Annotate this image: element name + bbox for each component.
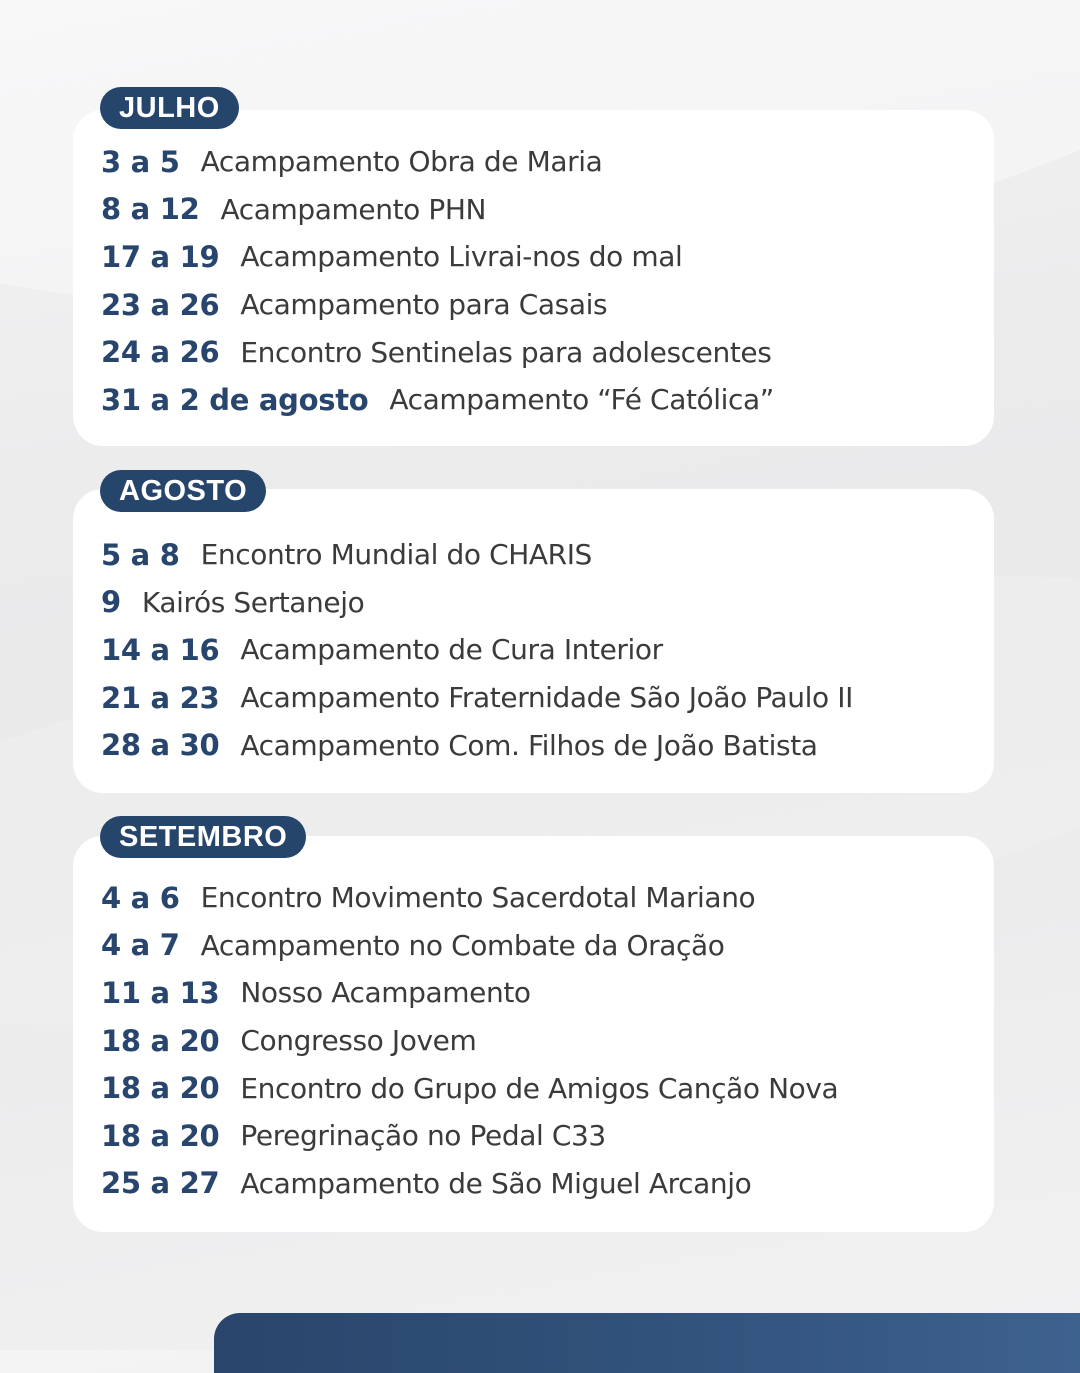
month-card-agosto: [73, 489, 994, 793]
event-row: [101, 579, 994, 627]
event-row: [101, 922, 994, 970]
event-title: Encontro Movimento Sacerdotal Mariano: [200, 881, 756, 915]
event-title: Acampamento PHN: [220, 192, 487, 226]
event-date: 5 a 8: [101, 537, 180, 572]
event-date: 18 a 20: [101, 1118, 220, 1153]
event-list: [73, 531, 994, 769]
event-title: Acampamento de Cura Interior: [240, 633, 663, 667]
event-row: [101, 626, 994, 674]
month-badge-setembro: SETEMBRO: [100, 816, 306, 858]
event-title: Acampamento Obra de Maria: [200, 145, 603, 179]
event-list: [73, 138, 994, 424]
event-title: Acampamento para Casais: [240, 288, 608, 322]
event-row: [101, 1017, 994, 1065]
event-row: [101, 281, 994, 329]
event-date: 23 a 26: [101, 287, 220, 322]
event-row: [101, 531, 994, 579]
event-list: [73, 874, 994, 1207]
event-title: Nosso Acampamento: [240, 976, 531, 1010]
event-date: 14 a 16: [101, 632, 220, 667]
event-date: 17 a 19: [101, 239, 220, 274]
event-date: 25 a 27: [101, 1166, 220, 1201]
event-title: Encontro do Grupo de Amigos Canção Nova: [240, 1071, 839, 1105]
event-row: [101, 721, 994, 769]
event-date: 24 a 26: [101, 335, 220, 370]
event-row: [101, 328, 994, 376]
event-title: Acampamento “Fé Católica”: [389, 383, 774, 417]
event-date: 31 a 2 de agosto: [101, 382, 369, 417]
event-row: [101, 969, 994, 1017]
event-title: Acampamento Com. Filhos de João Batista: [240, 728, 818, 762]
event-title: Acampamento Fraternidade São João Paulo II: [240, 681, 853, 715]
event-title: Acampamento no Combate da Oração: [200, 928, 725, 962]
event-row: [101, 233, 994, 281]
month-card-setembro: [73, 836, 994, 1232]
event-row: [101, 874, 994, 922]
event-date: 28 a 30: [101, 728, 220, 763]
event-title: Kairós Sertanejo: [141, 585, 365, 619]
event-date: 4 a 6: [101, 880, 180, 915]
event-date: 8 a 12: [101, 192, 200, 227]
event-date: 21 a 23: [101, 680, 220, 715]
event-row: [101, 376, 994, 424]
event-date: 11 a 13: [101, 975, 220, 1010]
event-date: 3 a 5: [101, 144, 180, 179]
event-row: [101, 1112, 994, 1160]
event-date: 18 a 20: [101, 1023, 220, 1058]
event-row: [101, 138, 994, 186]
event-date: 4 a 7: [101, 928, 180, 963]
month-badge-agosto: AGOSTO: [100, 470, 266, 512]
event-row: [101, 1160, 994, 1208]
event-title: Encontro Sentinelas para adolescentes: [240, 335, 772, 369]
event-row: [101, 186, 994, 234]
month-badge-julho: JULHO: [100, 87, 239, 129]
event-row: [101, 674, 994, 722]
event-title: Acampamento de São Miguel Arcanjo: [240, 1166, 752, 1200]
event-date: 18 a 20: [101, 1071, 220, 1106]
event-row: [101, 1064, 994, 1112]
event-title: Peregrinação no Pedal C33: [240, 1119, 606, 1153]
event-title: Encontro Mundial do CHARIS: [200, 538, 592, 572]
event-title: Acampamento Livrai-nos do mal: [240, 240, 683, 274]
event-title: Congresso Jovem: [240, 1024, 477, 1058]
month-card-julho: [73, 110, 994, 446]
event-date: 9: [101, 585, 121, 620]
footer-bar: [214, 1313, 1080, 1373]
